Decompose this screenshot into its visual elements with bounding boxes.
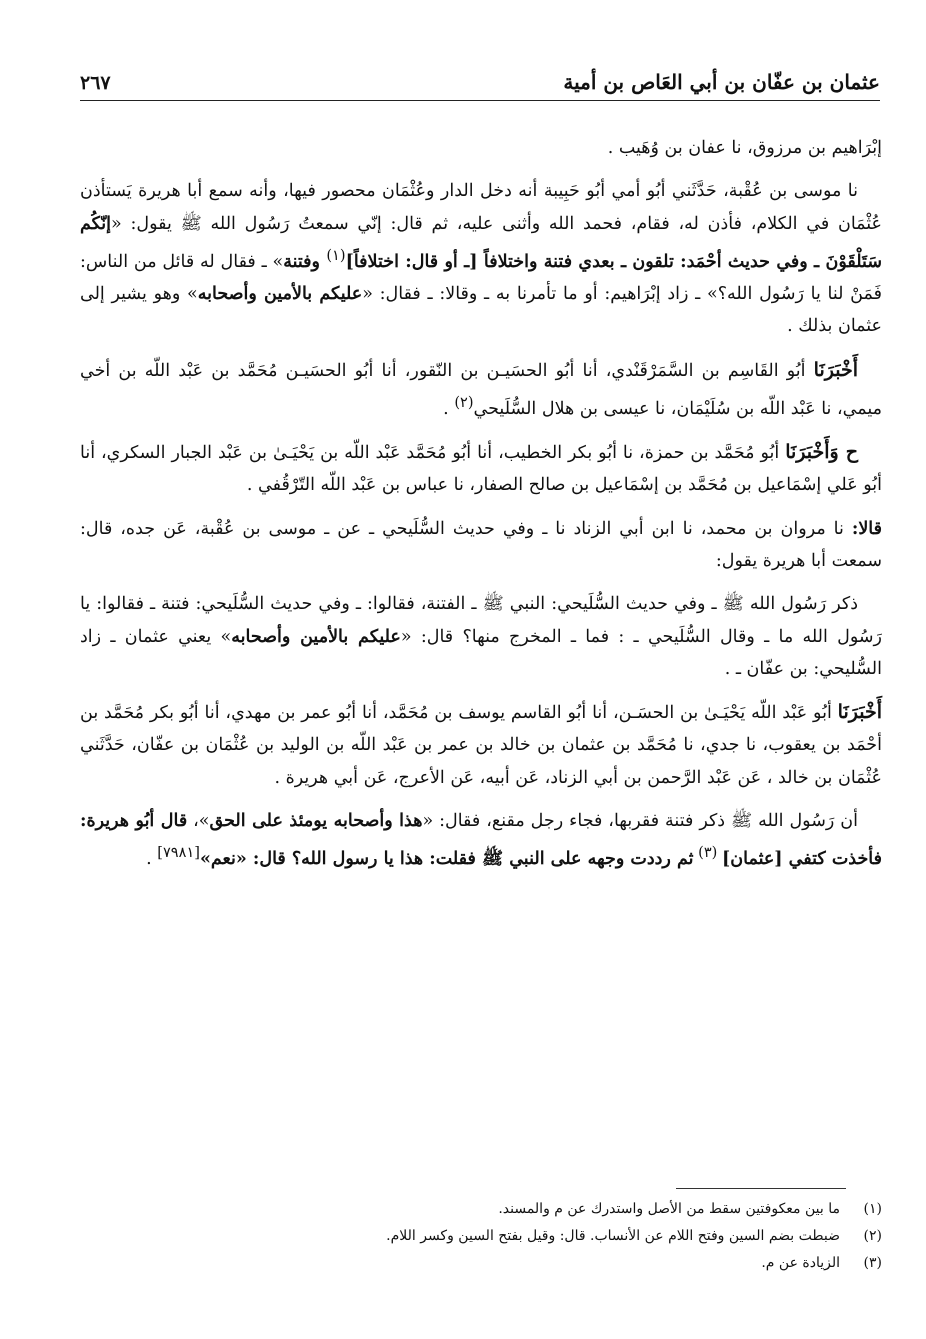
- isnad-lead: ح وَأَخْبَرَنَا: [785, 441, 858, 464]
- paragraph-5: [80, 513, 882, 578]
- footnote-text: ما بين معكوفتين سقط من الأصل واستدرك عن م والمسند.: [498, 1201, 840, 1217]
- running-title: عثمان بن عفّان بن أبي العَاص بن أمية: [563, 70, 880, 94]
- text-span: أبُو عَبْد اللّه يَحْيَـىٰ بن الحسَـن، أنا أبُو القاسم يوسف بن مُحَمَّد، أنا أبُو عمر بن مهدي، أنا أبُو بكر مُحَمَّد بن أحْمَد بن يعقوب، نا جدي، نا مُحَمَّد بن عثمان بن خالد بن عمر بن عَبْد اللّه بن الوليد بن عُثْمَان بن عفّان، حَدَّثَني عُثْمَان بن خالد ، عَن عَبْد الرَّحمن بن أبي الزناد، عَن أبيه، عَن الأعرج، عَن أبي هريرة .: [80, 703, 882, 788]
- footnote-item: [80, 1196, 882, 1223]
- text-span: أبُو القَاسِم بن السَّمَرْقَنْدي، أنا أبُو الحسَيـن بن النّقور، أنا أبُو الحسَيـن مُحَمَّد بن عَبْد اللّه بن أخي ميمي، نا عَبْد اللّه بن سُلَيْمَان، نا عيسى بن هلال السُّلَيحي: [80, 360, 882, 419]
- paragraph-4: [80, 436, 882, 502]
- footnote-marker[interactable]: (٣): [693, 844, 722, 862]
- footnote-item: [80, 1223, 882, 1250]
- text-span: » يعني عثمان ـ زاد السُّليحي: بن عفّان ـ .: [80, 626, 882, 679]
- text-span: »،: [187, 811, 210, 831]
- hadith-text: قال أبُو هريرة: فأخذت كتفي [عثمان]: [80, 811, 882, 870]
- paragraph-2: [80, 175, 882, 342]
- footnote-marker[interactable]: (١): [326, 246, 346, 264]
- text-span: أن رَسُول الله ﷺ ذكر فتنة فقربها، فجاء رجل مقنع، فقال: «: [422, 811, 859, 831]
- footnote-text: ضبطت بضم السين وفتح اللام عن الأنساب. قال: وقيل بفتح السين وكسر اللام.: [386, 1228, 840, 1244]
- main-text: [80, 132, 882, 875]
- hadith-text: هذا وأصحابه يومئذ على الحق: [209, 811, 423, 831]
- footnote-marker[interactable]: (٢): [454, 393, 474, 411]
- isnad-lead: أَخْبَرَنَا: [837, 701, 882, 724]
- isnad-lead: أَخْبَرَنَا: [813, 358, 858, 381]
- paragraph-1: [80, 132, 882, 164]
- text-span: نا مروان بن محمد، نا ابن أبي الزناد نا ـ وفي حديث السُّلَيحي ـ عن ـ موسى بن عُقْبة، عَن جده، قال: سمعت أبا هريرة يقول:: [80, 518, 882, 571]
- text-span: » وهو يشير إلى عثمان بذلك .: [80, 284, 882, 337]
- footnote-item: [80, 1250, 882, 1277]
- hadith-text: وفتنة: [283, 251, 327, 272]
- footnote-number: (١): [863, 1201, 882, 1217]
- footnote-number: (٣): [863, 1255, 882, 1271]
- footnote-text: الزيادة عن م.: [761, 1255, 840, 1271]
- page-header: [80, 64, 880, 101]
- hadith-text: عليكم بالأمين وأصحابه: [231, 626, 401, 647]
- text-span: إبْرَاهيم بن مرزوق، نا عفان بن وُهَيب .: [607, 138, 882, 158]
- paragraph-8: [80, 805, 882, 875]
- text-span: أبُو مُحَمَّد بن حمزة، نا أبُو بكر الخطيب، أنا أبُو مُحَمَّد عَبْد اللّه بن يَحْيَـىٰ بن عَبْد الجبار السكري، أنا أبُو عَلي إسْمَاعيل بن مُحَمَّد بن إسْمَاعيل بن صالح الصفار، نا عباس بن عَبْد اللّه التّرْقُفي .: [80, 443, 882, 496]
- hadith-text: ثم رددت وجهه على النبي ﷺ فقلت: هذا يا رسول الله؟ قال: «نعم»: [199, 849, 694, 870]
- text-span: .: [443, 398, 455, 419]
- text-span: نا موسى بن عُقْبة، حَدَّثَني أبُو أمي أبُو حَبِيبة أنه دخل الدار وعُثْمَان محصور فيها، وأنه سمع أبا هريرة يَستأذن عُثْمَان في الكلام، فأذن له، فقام، فحمد الله وأثنى عليه، ثم قال: إنّي سمعتُ رَسُول الله ﷺ يقول: «: [80, 181, 882, 234]
- text-span: .: [146, 849, 158, 870]
- hadith-number: [٧٩٨١]: [157, 844, 200, 862]
- hadith-text: إنّكُم سَتَلْقَوْنَ ـ وفي حديث أحْمَد: تلقون ـ بعدي فتنة واختلافاً [ـ أو قال: اختلافاً]: [80, 213, 883, 272]
- isnad-lead: قالا:: [851, 518, 882, 539]
- footnotes: [80, 1196, 882, 1277]
- footnote-divider: [676, 1188, 846, 1189]
- paragraph-7: [80, 696, 882, 794]
- footnote-number: (٢): [863, 1228, 882, 1244]
- paragraph-3: [80, 354, 882, 425]
- text-span: » ـ فقال له قائل من الناس: فَمَنْ لنا يا رَسُول الله؟» ـ زاد إبْرَاهيم: أو ما تأمرنا به ـ وقالا: ـ فقال: «: [80, 251, 882, 305]
- hadith-text: عليكم بالأمين وأصحابه: [197, 284, 363, 305]
- paragraph-6: [80, 588, 882, 685]
- page-number: ٢٦٧: [80, 72, 111, 94]
- text-span: ذكر رَسُول الله ﷺ ـ وفي حديث السُّلَيحي: النبي ﷺ ـ الفتنة، فقالوا: ـ وفي حديث السُّلَيحي: فتنة ـ فقالوا: يا رَسُول الله ما ـ وقال السُّلَيحي ـ : فما ـ المخرج منها؟ قال: «: [80, 594, 882, 647]
